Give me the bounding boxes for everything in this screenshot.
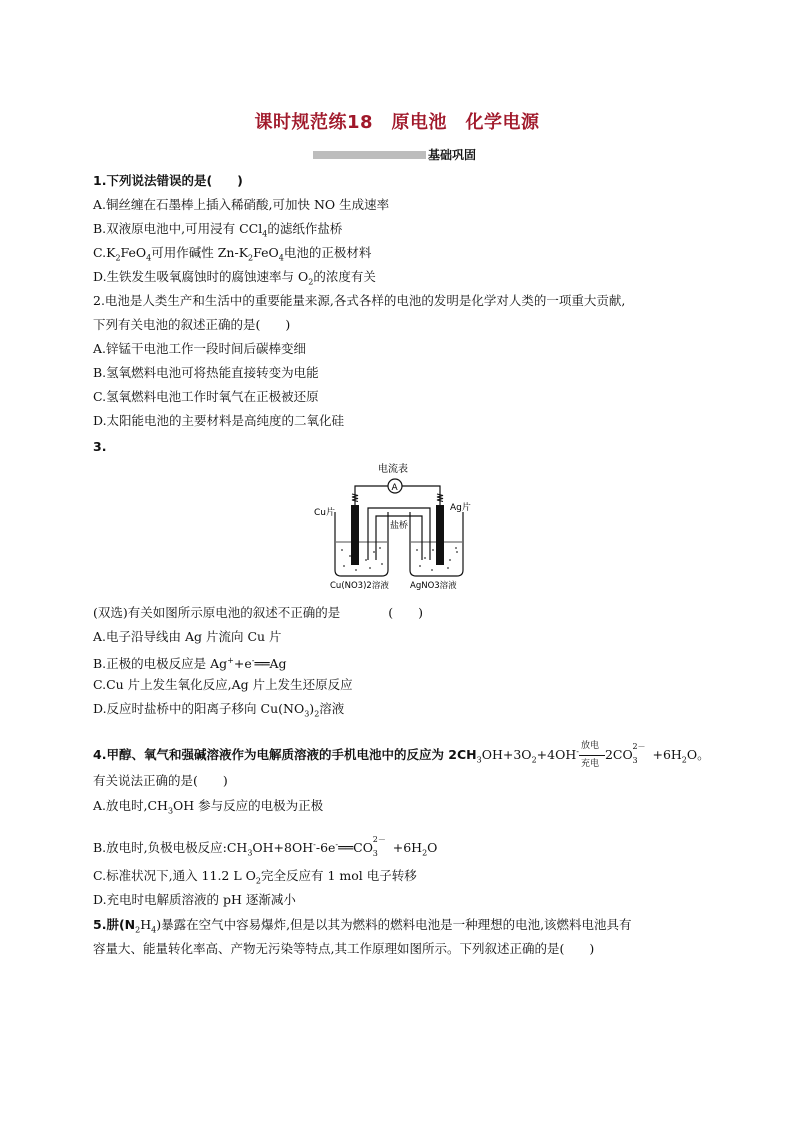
- q4-option-b: B.放电时,负极电极反应$:CH_3OH+8OH^--6e^-══CO$ 2－ 3 $+6H_2O$: [93, 835, 438, 859]
- left-wire: [355, 486, 388, 505]
- reversible-arrow: 放电 充电: [579, 749, 605, 763]
- q4-stem-line2: 有关说法正确的是( ): [93, 773, 228, 788]
- left-solution-dots: [341, 547, 383, 571]
- q1-option-b: B.双液原电池中,可用浸有 CCl$_4$的滤纸作盐桥: [93, 221, 343, 239]
- q3-option-c: C.Cu 片上发生氧化反应,Ag 片上发生还原反应: [93, 677, 353, 692]
- q2-option-b: B.氢氧燃料电池可将热能直接转变为电能: [93, 365, 319, 380]
- q1-stem: 1.下列说法错误的是( ): [93, 173, 243, 188]
- ammeter-label: 电流表: [378, 464, 408, 475]
- q5-stem-line2: 容量大、能量转化率高、产物无污染等特点,其工作原理如图所示。下列叙述正确的是( ): [93, 941, 595, 956]
- page-title: 课时规范练18 原电池 化学电源: [254, 112, 540, 133]
- q5-stem-line1: 5.肼$(N_2H_4)$暴露在空气中容易爆炸,但是以其为燃料的燃料电池是一种理想的电池,该燃料电池具有: [93, 917, 632, 935]
- q4-option-a: A.放电时$,CH_3OH$ 参与反应的电极为正极: [93, 798, 324, 816]
- right-solution-label: AgNO3溶液: [410, 581, 457, 591]
- q3-stem: (双选)有关如图所示原电池的叙述不正确的是 ( ): [93, 605, 424, 620]
- salt-bridge: [368, 508, 430, 560]
- q3-number: 3.: [93, 439, 107, 454]
- q1-option-c: $C.K_2FeO_4$可用作碱性 $Zn-K_2FeO_4$电池的正极材料: [93, 245, 372, 263]
- q4-stem: 4.甲醇、氧气和强碱溶液作为电解质溶液的手机电池中的反应为 $2CH_3OH+3O_2+4OH^-$ 放电 充电 2CO 2－ 3 $+6H_2O$。: [93, 740, 710, 769]
- salt-bridge-label: 盐桥: [390, 521, 409, 531]
- cu-electrode: [351, 505, 359, 565]
- section-label: 基础巩固: [428, 148, 477, 162]
- carbonate-ion: O 2－ 3: [362, 835, 386, 859]
- q2-option-d: D.太阳能电池的主要材料是高纯度的二氧化硅: [93, 413, 345, 428]
- q4-option-c: C.标准状况下,通入 11.2 L $O_2$完全反应有 1 mol 电子转移: [93, 868, 417, 886]
- right-spring: [437, 494, 443, 502]
- q2-stem-line2: 下列有关电池的叙述正确的是( ): [93, 317, 291, 332]
- q3-option-d: D.反应时盐桥中的阳离子移向 $Cu(NO_3)_2$溶液: [93, 701, 345, 719]
- galvanic-cell-diagram: [310, 460, 500, 595]
- carbonate-ion: O 2－ 3: [622, 742, 646, 766]
- ammeter-symbol: A: [391, 483, 398, 493]
- ag-electrode: [436, 505, 444, 565]
- q3-option-a: A.电子沿导线由 Ag 片流向 Cu 片: [93, 629, 282, 644]
- q2-stem-line1: 2.电池是人类生产和生活中的重要能量来源,各式各样的电池的发明是化学对人类的一项重大贡献,: [93, 293, 626, 308]
- ag-label: Ag片: [450, 503, 471, 513]
- q1-option-d: D.生铁发生吸氧腐蚀时的腐蚀速率与 $O_2$的浓度有关: [93, 269, 376, 287]
- right-wire: [402, 486, 440, 505]
- left-spring: [352, 494, 358, 502]
- galvanic-cell-svg: [310, 460, 500, 595]
- section-bar: [313, 151, 426, 159]
- cu-label: Cu片: [314, 508, 335, 518]
- q1-option-a: A.铜丝缠在石墨棒上插入稀硝酸,可加快 NO 生成速率: [93, 197, 390, 212]
- q2-option-c: C.氢氧燃料电池工作时氧气在正极被还原: [93, 389, 319, 404]
- q3-option-b: B.正极的电极反应是 Ag++e-══Ag: [93, 656, 287, 672]
- left-beaker: [335, 512, 388, 576]
- q4-option-d: D.充电时电解质溶液的 pH 逐渐减小: [93, 892, 296, 907]
- q2-option-a: A.锌锰干电池工作一段时间后碳棒变细: [93, 341, 307, 356]
- left-solution-label: Cu(NO3)2溶液: [330, 581, 389, 591]
